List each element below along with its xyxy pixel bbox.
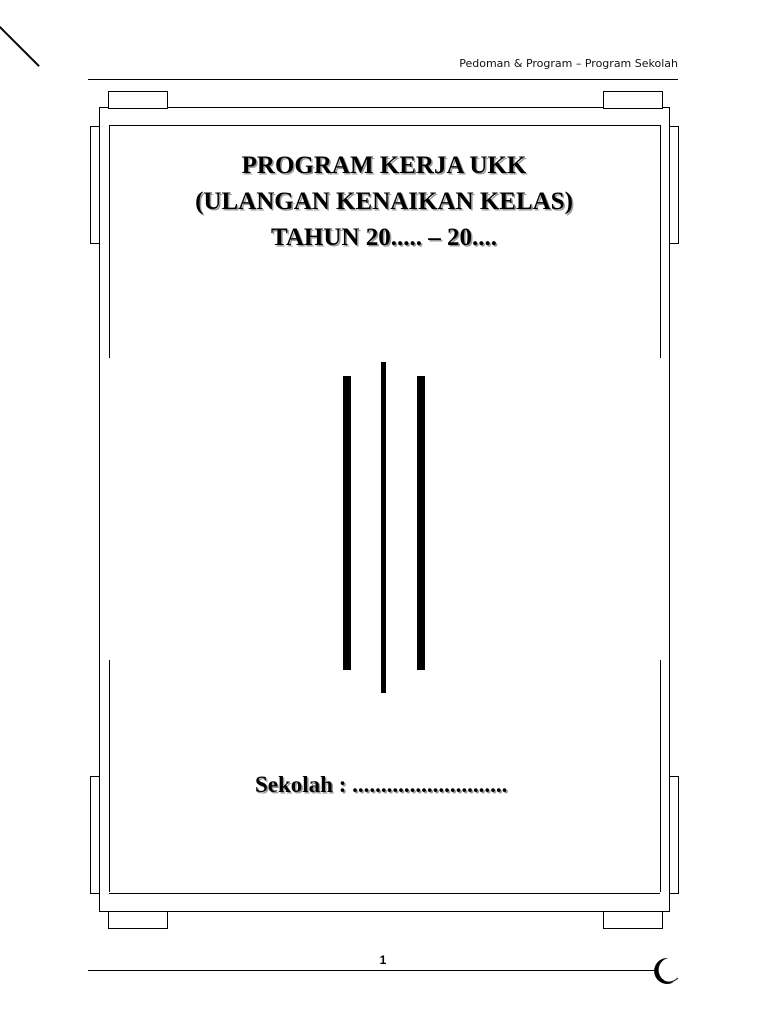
running-header: Pedoman & Program – Program Sekolah <box>459 57 678 70</box>
frame-tab-bottom-right <box>603 911 663 929</box>
crescent-logo-icon <box>648 954 682 988</box>
frame-tab-bottom-left <box>108 911 168 929</box>
footer-rule <box>88 970 654 971</box>
frame-tab-left-top <box>90 126 100 244</box>
frame-tab-top-left <box>108 91 168 109</box>
frame-tab-top-right <box>603 91 663 109</box>
corner-diagonal-icon <box>0 20 40 66</box>
cover-title <box>100 148 668 256</box>
page-number: 1 <box>379 953 387 967</box>
cover-title-line-2: (ULANGAN KENAIKAN KELAS) <box>195 188 573 215</box>
frame-tab-right-bottom <box>669 776 679 894</box>
cover-title-line-1: PROGRAM KERJA UKK <box>241 152 527 179</box>
decorative-bar-left <box>343 376 351 670</box>
frame-inner-right-bottom <box>660 660 661 892</box>
cover-title-line-3: TAHUN 20..... – 20.... <box>271 224 497 251</box>
frame-tab-right-top <box>669 126 679 244</box>
frame-tab-left-bottom <box>90 776 100 894</box>
decorative-bar-center <box>381 362 386 693</box>
frame-inner-left-bottom <box>109 660 110 892</box>
header-rule <box>88 79 678 80</box>
decorative-bar-right <box>417 376 425 670</box>
school-field: Sekolah : ........................... <box>255 772 508 797</box>
